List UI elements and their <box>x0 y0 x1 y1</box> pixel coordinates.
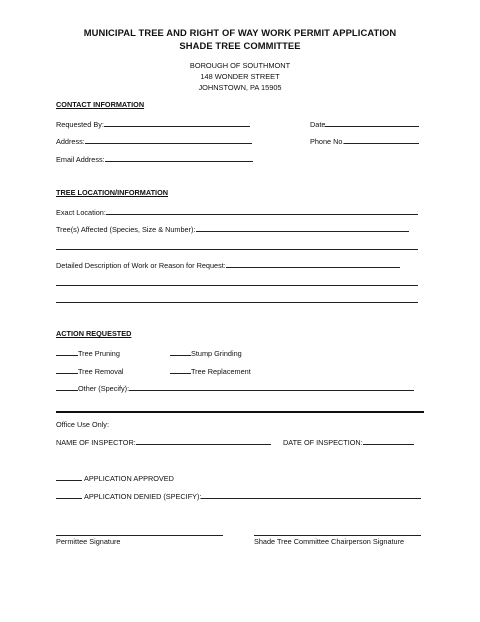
tree-removal-checkline[interactable] <box>56 366 78 374</box>
tree-removal-option[interactable] <box>56 366 124 376</box>
tree-replacement-option[interactable] <box>170 366 251 376</box>
description-blank[interactable] <box>226 260 400 268</box>
exact-location-label: Exact Location: <box>56 208 106 217</box>
date-label: Date <box>310 120 326 129</box>
stump-grinding-option[interactable] <box>170 348 242 358</box>
email-label: Email Address: <box>56 155 105 164</box>
address-line-3: JOHNSTOWN, PA 15905 <box>198 83 282 92</box>
tree-pruning-option[interactable] <box>56 348 120 358</box>
tree-pruning-label: Tree Pruning <box>78 349 120 358</box>
form-title: MUNICIPAL TREE AND RIGHT OF WAY WORK PERMIT APPLICATION <box>83 27 397 38</box>
trees-affected-extra-line[interactable] <box>56 249 418 250</box>
inspector-name-label: NAME OF INSPECTOR: <box>56 438 136 447</box>
inspection-date-label: DATE OF INSPECTION: <box>283 438 363 447</box>
description-field[interactable] <box>56 260 400 270</box>
description-label: Detailed Description of Work or Reason for Request: <box>56 261 226 270</box>
phone-label: Phone No. <box>310 137 345 146</box>
other-option[interactable] <box>56 383 414 393</box>
date-blank[interactable] <box>325 119 419 127</box>
date-field[interactable] <box>310 119 419 129</box>
inspector-name-blank[interactable] <box>136 437 271 445</box>
phone-blank[interactable] <box>344 136 419 144</box>
stump-grinding-label: Stump Grinding <box>191 349 242 358</box>
exact-location-blank[interactable] <box>106 207 418 215</box>
inspector-name-field[interactable] <box>56 437 271 447</box>
application-approved-option[interactable] <box>56 473 174 483</box>
trees-affected-label: Tree(s) Affected (Species, Size & Number): <box>56 225 196 234</box>
office-use-heading: Office Use Only: <box>56 420 109 429</box>
address-line-1: BOROUGH OF SOUTHMONT <box>189 61 291 70</box>
inspection-date-field[interactable] <box>283 437 414 447</box>
approved-checkline[interactable] <box>56 473 82 481</box>
chairperson-signature-label: Shade Tree Committee Chairperson Signature <box>254 537 405 546</box>
requested-by-field[interactable] <box>56 119 250 129</box>
requested-by-blank[interactable] <box>104 119 250 127</box>
other-label: Other (Specify): <box>78 384 130 393</box>
address-field[interactable] <box>56 136 252 146</box>
form-subtitle: SHADE TREE COMMITTEE <box>179 40 301 51</box>
tree-removal-label: Tree Removal <box>78 367 124 376</box>
application-denied-option[interactable] <box>56 491 421 501</box>
denied-label: APPLICATION DENIED (SPECIFY): <box>84 492 202 501</box>
email-blank[interactable] <box>105 154 253 162</box>
other-checkline[interactable] <box>56 383 78 391</box>
stump-grinding-checkline[interactable] <box>170 348 191 356</box>
description-extra-line-1[interactable] <box>56 285 418 286</box>
denied-checkline[interactable] <box>56 491 82 499</box>
chairperson-signature-line[interactable] <box>254 535 421 536</box>
other-specify-blank[interactable] <box>129 383 414 391</box>
tree-replacement-checkline[interactable] <box>170 366 191 374</box>
trees-affected-field[interactable] <box>56 224 409 234</box>
exact-location-field[interactable] <box>56 207 418 217</box>
address-line-2: 148 WONDER STREET <box>200 72 280 81</box>
action-section-heading: ACTION REQUESTED <box>56 329 132 338</box>
permittee-signature-label: Permittee Signature <box>56 537 121 546</box>
contact-section-heading: CONTACT INFORMATION <box>56 100 145 109</box>
inspection-date-blank[interactable] <box>363 437 414 445</box>
address-label: Address: <box>56 137 85 146</box>
tree-pruning-checkline[interactable] <box>56 348 78 356</box>
tree-replacement-label: Tree Replacement <box>191 367 251 376</box>
description-extra-line-2[interactable] <box>56 302 418 303</box>
approved-label: APPLICATION APPROVED <box>84 474 174 483</box>
denied-specify-blank[interactable] <box>201 491 421 499</box>
phone-field[interactable] <box>310 136 419 146</box>
email-field[interactable] <box>56 154 253 164</box>
address-blank[interactable] <box>85 136 252 144</box>
section-divider <box>56 411 424 413</box>
permittee-signature-line[interactable] <box>56 535 223 536</box>
requested-by-label: Requested By: <box>56 120 104 129</box>
location-section-heading: TREE LOCATION/INFORMATION <box>56 188 169 197</box>
trees-affected-blank[interactable] <box>196 224 409 232</box>
